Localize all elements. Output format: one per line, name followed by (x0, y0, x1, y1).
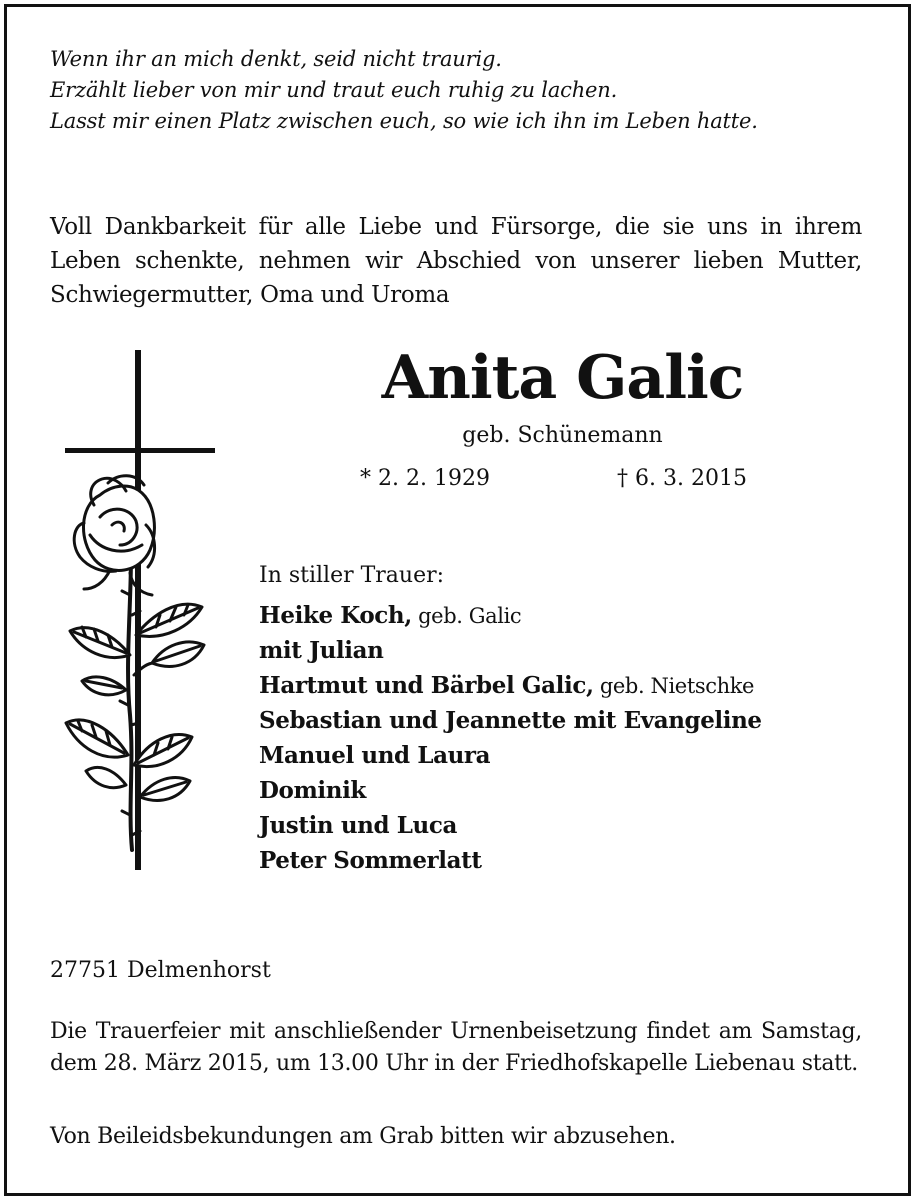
mourner-name: Sebastian und Jeannette mit Evangeline (259, 707, 762, 734)
mourner-name: Justin und Luca (259, 812, 457, 839)
memorial-quote (50, 44, 870, 137)
mourner-row (259, 633, 879, 668)
cross-and-rose-illustration (60, 345, 220, 880)
condolence-notice: Von Beileidsbekundungen am Grab bitten wir abzusehen. (50, 1124, 676, 1149)
mourner-name: Manuel und Laura (259, 742, 491, 769)
city-line: 27751 Delmenhorst (50, 958, 271, 983)
mourner-name: Hartmut und Bärbel Galic, (259, 672, 594, 699)
quote-line: Wenn ihr an mich denkt, seid nicht traurig. (50, 47, 502, 71)
ceremony-notice: Die Trauerfeier mit anschließender Urnenbeisetzung findet am Samstag, dem 28. März 2015, um 13.00 Uhr in der Friedhofskapelle Liebenau statt. (50, 1019, 862, 1076)
mourners-list (259, 598, 879, 878)
mourner-row (259, 598, 879, 633)
mourner-row (259, 808, 879, 843)
birth-name: geb. Schünemann (462, 423, 663, 448)
quote-line: Erzählt lieber von mir und traut euch ruhig zu lachen. (50, 78, 618, 102)
mourner-row (259, 668, 879, 703)
mourners-heading: In stiller Trauer: (259, 563, 445, 588)
mourner-name: Heike Koch, (259, 602, 412, 629)
intro-text: Voll Dankbarkeit für alle Liebe und Fürsorge, die sie uns in ihrem Leben schenkte, nehmen wir Abschied von unserer lieben Mutter, Schwiegermutter, Oma und Uroma (50, 214, 862, 308)
mourner-name: Peter Sommerlatt (259, 847, 482, 874)
mourner-suffix: geb. Nietschke (593, 674, 755, 698)
mourner-row (259, 738, 879, 773)
mourner-suffix: geb. Galic (411, 604, 522, 628)
deceased-name: Anita Galic (381, 343, 744, 413)
mourner-row (259, 703, 879, 738)
mourner-row (259, 843, 879, 878)
death-date: † 6. 3. 2015 (617, 466, 747, 491)
mourner-name: mit Julian (259, 637, 384, 664)
mourner-name: Dominik (259, 777, 366, 804)
birth-date: * 2. 2. 1929 (360, 466, 490, 491)
mourner-row (259, 773, 879, 808)
quote-line: Lasst mir einen Platz zwischen euch, so wie ich ihn im Leben hatte. (50, 109, 758, 133)
